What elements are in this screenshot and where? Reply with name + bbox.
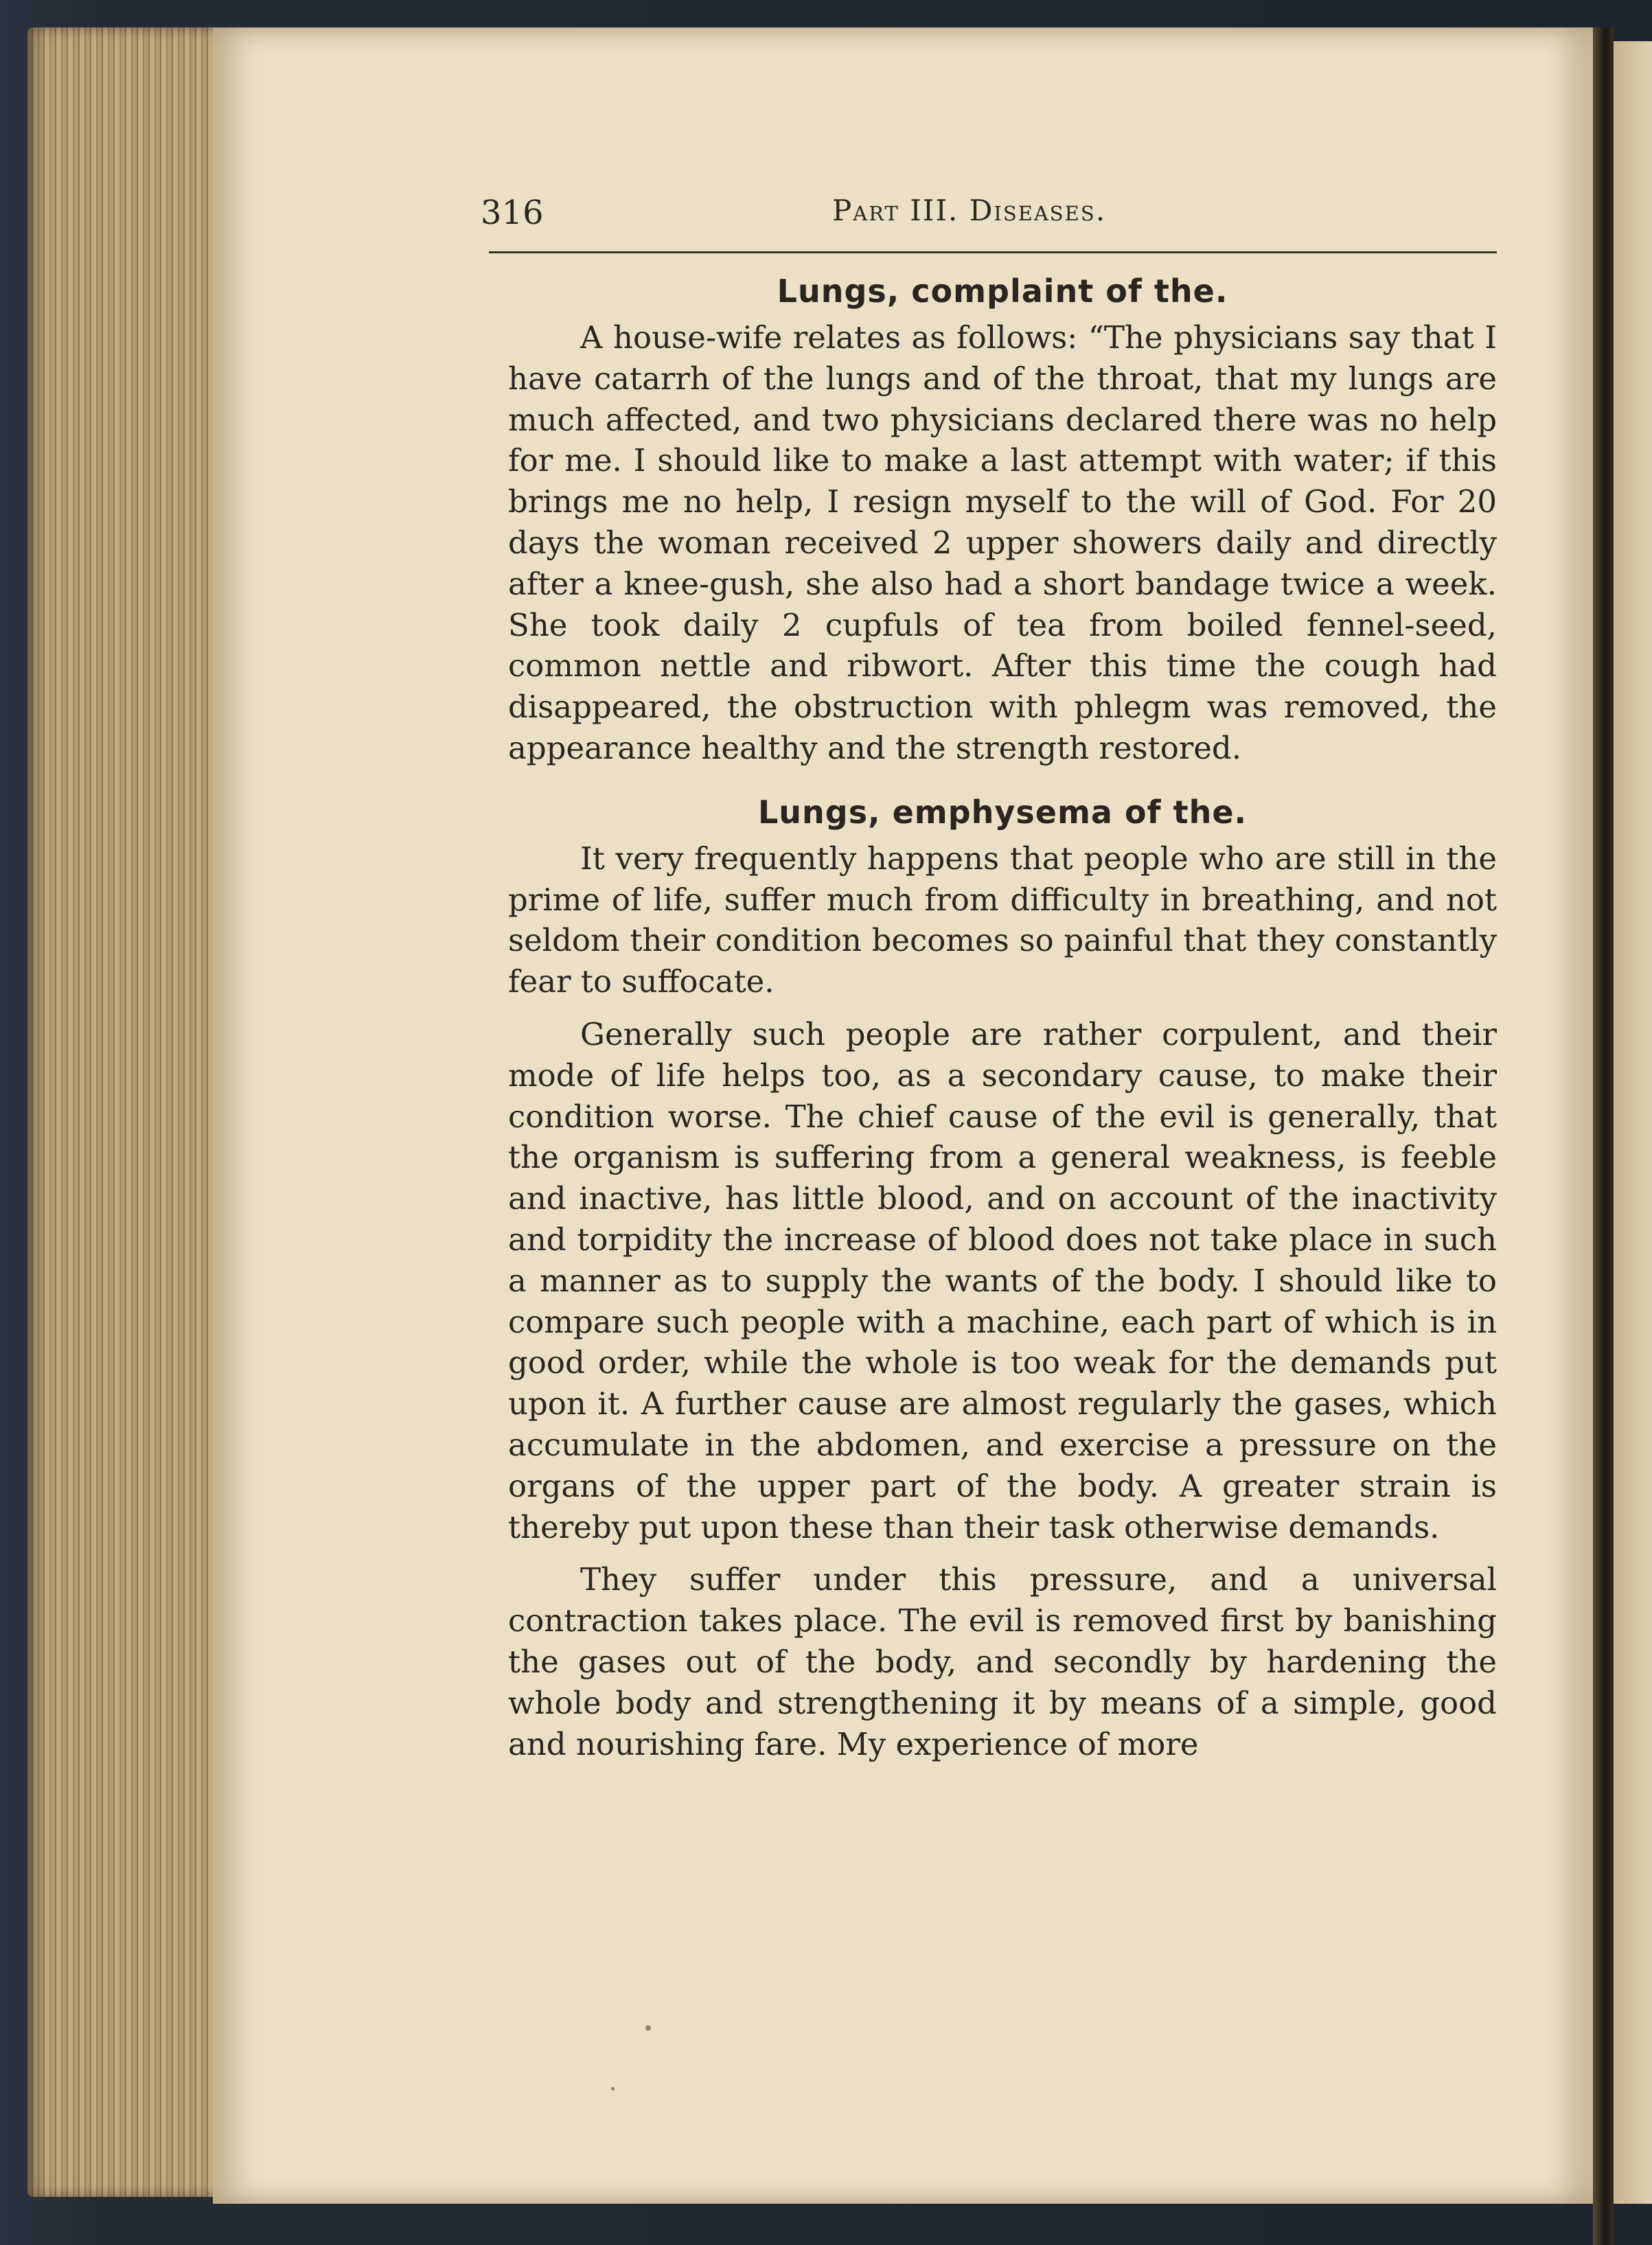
ink-speck [645, 2025, 651, 2031]
section-heading: Lungs, complaint of the. [777, 273, 1228, 310]
page-edges [27, 27, 233, 2197]
book-gutter [1593, 27, 1614, 2245]
facing-page-edge [1614, 41, 1652, 2204]
ink-speck [611, 2087, 615, 2091]
running-head: Part III. Diseases. [832, 194, 1107, 227]
section-gap [508, 781, 1497, 787]
paragraph: They suffer under this pressure, and a universal contraction takes place. The evil is removed first by banishing the gases out of the body, and secondly by hardening the whole body and strengthening it by means of a simple, good and nourishing fare. My experience of more [508, 1561, 1497, 1762]
section-heading: Lungs, emphysema of the. [757, 793, 1247, 831]
page-header [481, 194, 1504, 235]
paragraph: It very frequently happens that people who are still in the prime of life, suffer much from difficulty in breathing, and not seldom their condition becomes so painful that they constantly fear to suffocate. [508, 840, 1497, 1000]
paragraph: A house-wife relates as follows: “The physicians say that I have catarrh of the lungs and of the throat, that my lungs are much affected, and two physicians declared there was no help for me. I should like to make a last attempt with water; if this brings me no help, I resign myself to the will of God. For 20 days the woman received 2 upper showers daily and directly after a knee-gush, she also had a short bandage twice a week. She took daily 2 cupfuls of tea from boiled fennel-seed, common nettle and ribwort. After this time the cough had disappeared, the obstruction with phlegm was removed, the appearance healthy and the strength restored. [508, 319, 1497, 766]
header-rule [489, 251, 1497, 253]
page-number: 316 [481, 194, 544, 232]
page-body [508, 266, 1497, 1776]
paragraph: Generally such people are rather corpulent, and their mode of life helps too, as a secondary cause, to make their condition worse. The chief cause of the evil is generally, that the organism is suffering from a general weakness, is feeble and inactive, has little blood, and on account of the inactivity and torpidity the increase of blood does not take place in such a manner as to supply the wants of the body. I should like to compare such people with a machine, each part of which is in good order, while the whole is too weak for the demands put upon it. A further cause are almost regularly the gases, which accumulate in the abdomen, and exercise a pressure on the organs of the upper part of the body. A greater strain is thereby put upon these than their task otherwise demands. [508, 1015, 1497, 1545]
